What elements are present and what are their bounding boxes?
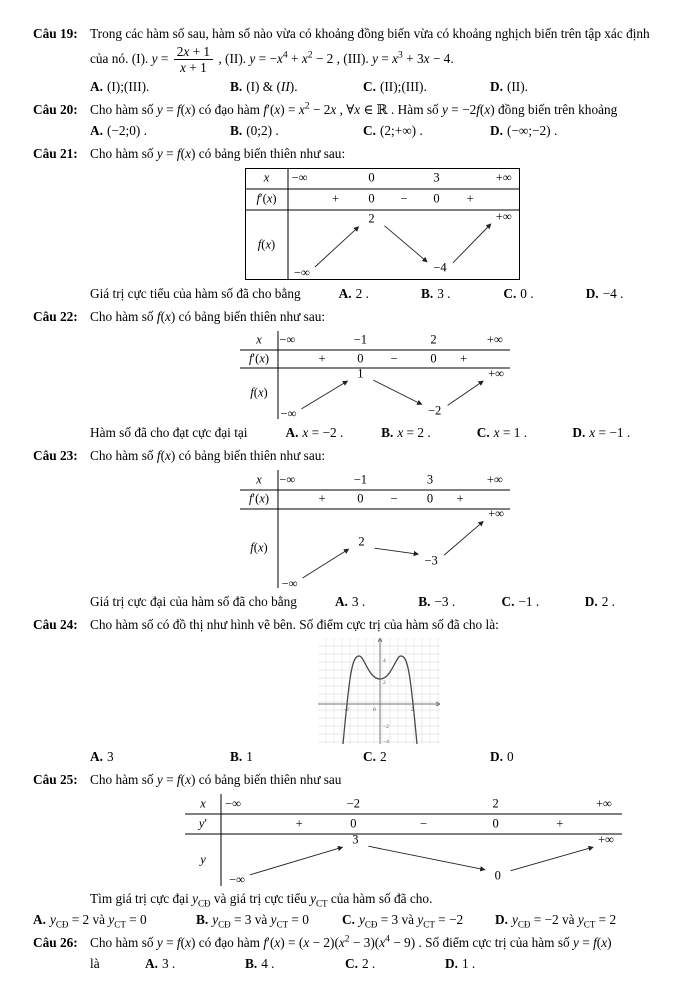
answer-options-row: [90, 283, 668, 305]
table-limit-value: 2: [368, 211, 375, 226]
answer-option-d: [495, 909, 668, 931]
question-text-line: Tìm giá trị cực đại $y_{CĐ}$ và giá trị cực tiểu $y_{CT}$ của hàm số đã cho.: [90, 890, 433, 909]
option-value: 2 .: [355, 285, 369, 301]
question-number-label: Câu 22:: [33, 308, 78, 324]
answer-option-b: [230, 746, 363, 768]
svg-text:−2: −2: [383, 723, 389, 730]
option-value: (II).: [506, 78, 528, 94]
option-letter: C.: [363, 748, 376, 764]
question-text-line: Trong các hàm số sau, hàm số nào vừa có khoảng đồng biến vừa có khoảng nghịch biến trên tập xác định: [90, 26, 650, 41]
table-x-value: +∞: [595, 796, 612, 811]
option-letter: D.: [495, 911, 508, 927]
table-sign: −: [390, 351, 398, 366]
table-sign: 0: [426, 491, 434, 506]
question-21: [33, 144, 668, 305]
question-number-label: Câu 23:: [33, 447, 78, 463]
option-value: 4 .: [261, 955, 275, 971]
table-x-value: +∞: [486, 332, 503, 347]
answer-option-c: [363, 76, 490, 98]
option-value: 2 .: [361, 955, 376, 971]
answer-option-b: [381, 422, 477, 444]
answer-option-c: [501, 591, 584, 613]
option-value: 3: [106, 748, 114, 764]
table-lines-and-arrows: [240, 470, 510, 588]
answer-option-a: [335, 591, 418, 613]
table-x-value: −∞: [225, 796, 241, 811]
question-content: [90, 615, 668, 768]
table-sign: +: [332, 191, 340, 206]
answer-option-a: [145, 953, 245, 975]
option-value: (−∞;−2) .: [506, 122, 558, 138]
question-24: [33, 615, 668, 768]
option-value: 0: [506, 748, 514, 764]
option-value: −4 .: [602, 285, 624, 301]
table-limit-value: −2: [427, 403, 442, 418]
answer-option-d: [586, 283, 668, 305]
answer-option-a: [285, 422, 381, 444]
answer-lead-text: Giá trị cực tiểu của hàm số đã cho bằng: [90, 285, 301, 301]
answer-option-a: [90, 746, 230, 768]
question-25: [33, 770, 668, 931]
table-x-value: 2: [430, 332, 437, 347]
table-x-value: +∞: [486, 472, 503, 487]
answer-option-d: [585, 591, 668, 613]
svg-text:0: 0: [373, 706, 376, 713]
table-x-value: 3: [433, 170, 440, 185]
option-letter: D.: [572, 424, 586, 440]
question-number-label: Câu 21:: [33, 145, 78, 161]
table-limit-value: −∞: [293, 265, 310, 280]
answer-option-b: [418, 591, 501, 613]
table-var-x: x: [256, 472, 262, 487]
option-letter: C.: [363, 122, 376, 138]
table-var-function: f(x): [250, 385, 268, 400]
table-sign: 0: [357, 491, 364, 506]
table-sign: −: [400, 191, 408, 206]
question-22: [33, 307, 668, 444]
table-sign: −: [390, 491, 398, 506]
option-value: (II);(III).: [379, 78, 427, 94]
option-value: $y_{CĐ} = 3$ và $y_{CT} = -2$: [358, 911, 464, 930]
answer-option-c: [477, 422, 573, 444]
option-letter: D.: [584, 593, 598, 609]
answer-option-d: [490, 120, 668, 142]
answer-option-c: [342, 909, 495, 931]
table-limit-value: 0: [494, 868, 501, 883]
table-x-value: −∞: [279, 472, 296, 487]
svg-text:2: 2: [383, 679, 386, 686]
table-limit-value: −∞: [280, 406, 297, 421]
option-letter: D.: [490, 78, 503, 94]
question-number-label: Câu 24:: [33, 616, 78, 632]
table-x-value: −2: [346, 796, 360, 811]
variation-table: [245, 168, 520, 280]
table-var-derivative: y′: [198, 816, 208, 831]
table-sign: 0: [350, 816, 357, 831]
table-sign: +: [460, 351, 468, 366]
table-sign: 0: [433, 191, 440, 206]
option-letter: A.: [338, 285, 352, 301]
answer-lead-text: là: [90, 955, 100, 971]
table-sign: 0: [368, 191, 375, 206]
answer-option-c: [503, 283, 585, 305]
answer-options-row: [90, 120, 668, 142]
table-var-x: x: [200, 796, 206, 811]
option-value: 3 .: [437, 285, 451, 301]
answer-options-row: [90, 422, 668, 444]
option-value: (I);(III).: [106, 78, 150, 94]
answer-option-c: [363, 746, 490, 768]
question-content: [90, 144, 668, 305]
graph-canvas: [318, 638, 440, 744]
question-text-line: Cho hàm số y = f(x) có bảng biến thiên như sau:: [90, 145, 346, 161]
table-limit-value: +∞: [488, 506, 505, 521]
question-text-line: của nó. (I). y = $\frac{2x + 1}{x + 1}$ , (II). $y = -x^4 + x^2 - 2$ , (III). $y = x^3 + 3x - 4$.: [90, 44, 454, 76]
option-letter: B.: [230, 748, 243, 764]
option-value: (I) & (II).: [246, 78, 298, 94]
question-number-label: Câu 20:: [33, 101, 78, 117]
option-letter: A.: [285, 424, 299, 440]
question-content: [90, 933, 668, 975]
answer-option-b: [230, 120, 363, 142]
table-sign: +: [295, 816, 303, 831]
option-value: $y_{CĐ} = -2$ và $y_{CT} = 2$: [511, 911, 617, 930]
table-sign: +: [318, 491, 326, 506]
option-value: x = 1 .: [493, 424, 528, 440]
option-value: (−2;0) .: [106, 122, 147, 138]
option-letter: C.: [503, 285, 517, 301]
answer-options-row: [90, 953, 668, 975]
question-content: [90, 307, 668, 444]
variation-table: [240, 331, 510, 419]
table-x-value: 2: [492, 796, 499, 811]
table-var-function: f(x): [257, 237, 276, 252]
svg-text:−4: −4: [383, 738, 389, 744]
option-value: 1: [246, 748, 253, 764]
option-letter: D.: [585, 285, 599, 301]
option-letter: D.: [490, 122, 503, 138]
question-content: [90, 24, 668, 98]
table-x-value: 0: [368, 170, 375, 185]
table-x-value: +∞: [495, 170, 512, 185]
variation-table: [185, 794, 622, 886]
table-limit-value: 3: [352, 832, 359, 847]
variation-table: [240, 470, 510, 591]
table-limit-value: +∞: [597, 832, 614, 847]
option-letter: A.: [145, 955, 158, 971]
answer-options-row: [90, 746, 668, 768]
answer-lead-text: Giá trị cực đại của hàm số đã cho bằng: [90, 593, 297, 609]
question-26: [33, 933, 668, 975]
table-x-value: −1: [353, 472, 368, 487]
table-var-x: x: [256, 332, 262, 347]
answer-option-b: [196, 909, 342, 931]
option-letter: C.: [342, 911, 355, 927]
answer-lead-text: Hàm số đã cho đạt cực đại tại: [90, 424, 248, 440]
option-value: x = −1 .: [589, 424, 631, 440]
table-var-function: y: [200, 852, 206, 867]
option-letter: B.: [381, 424, 394, 440]
option-value: (2;+∞) .: [379, 122, 423, 138]
svg-text:4: 4: [383, 657, 386, 664]
question-number-label: Câu 26:: [33, 934, 78, 950]
option-letter: D.: [490, 748, 503, 764]
option-value: 3 .: [161, 955, 176, 971]
option-letter: B.: [230, 78, 243, 94]
option-value: x = 2 .: [397, 424, 431, 440]
answer-option-b: [230, 76, 363, 98]
svg-text:−2: −2: [343, 706, 349, 713]
question-text-line: Cho hàm số f(x) có bảng biến thiên như sau:: [90, 447, 326, 463]
table-x-value: 3: [426, 472, 434, 487]
answer-option-b: [245, 953, 345, 975]
question-19: [33, 24, 668, 98]
table-var-derivative: f′(x): [248, 491, 270, 506]
table-sign: 0: [357, 351, 364, 366]
answer-option-a: [33, 909, 196, 931]
table-sign: 0: [492, 816, 499, 831]
answer-options-row: [90, 591, 668, 613]
table-sign: +: [466, 191, 474, 206]
option-letter: C.: [501, 593, 515, 609]
question-text-line: Cho hàm số f(x) có bảng biến thiên như sau:: [90, 308, 326, 324]
option-letter: C.: [476, 424, 490, 440]
answer-option-d: [572, 422, 668, 444]
answer-option-a: [339, 283, 421, 305]
table-sign: +: [556, 816, 564, 831]
table-limit-value: +∞: [488, 366, 505, 381]
question-number-label: Câu 25:: [33, 771, 78, 787]
answer-options-row: [33, 909, 668, 931]
table-limit-value: 2: [358, 534, 365, 549]
table-var-function: f(x): [250, 540, 268, 555]
option-letter: B.: [196, 911, 209, 927]
option-value: 2 .: [601, 593, 615, 609]
option-value: 1 .: [461, 955, 476, 971]
option-value: 0 .: [520, 285, 534, 301]
option-letter: A.: [90, 78, 103, 94]
option-letter: A.: [334, 593, 348, 609]
answer-option-d: [490, 746, 668, 768]
question-number-label: Câu 19:: [33, 26, 78, 41]
function-graph: [318, 638, 668, 744]
question-content: [90, 100, 668, 142]
answer-options-row: [90, 76, 668, 98]
option-letter: A.: [90, 748, 103, 764]
option-letter: B.: [418, 593, 431, 609]
question-text-line: Cho hàm số y = f(x) có bảng biến thiên như sau: [90, 771, 342, 787]
table-limit-value: −3: [424, 553, 438, 568]
question-23: [33, 446, 668, 613]
table-var-derivative: f′(x): [248, 351, 270, 366]
question-text-line: Cho hàm số y = f(x) có đạo hàm $f'(x) = x^2 - 2x$ , ∀x ∈ ℝ . Hàm số y = −2f(x) đồng biến trên khoảng: [90, 100, 618, 117]
table-var-x: x: [263, 170, 270, 185]
answer-option-c: [345, 953, 445, 975]
table-sign: −: [419, 816, 428, 831]
table-var-derivative: f′(x): [256, 191, 277, 206]
table-x-value: −1: [353, 332, 368, 347]
table-lines-and-arrows: [245, 168, 520, 280]
option-value: 2: [379, 748, 387, 764]
table-sign: +: [456, 491, 464, 506]
answer-option-c: [363, 120, 490, 142]
table-x-value: −∞: [279, 332, 296, 347]
option-letter: C.: [345, 955, 358, 971]
option-letter: D.: [445, 955, 458, 971]
option-letter: C.: [363, 78, 376, 94]
question-content: [90, 446, 668, 613]
option-value: (0;2) .: [246, 122, 279, 138]
option-letter: B.: [230, 122, 243, 138]
option-value: $y_{CĐ} = 3$ và $y_{CT} = 0$: [212, 911, 309, 930]
question-20: [33, 100, 668, 142]
option-letter: A.: [33, 911, 46, 927]
answer-option-d: [445, 953, 668, 975]
option-letter: B.: [421, 285, 434, 301]
svg-text:2: 2: [411, 706, 414, 713]
answer-option-a: [90, 120, 230, 142]
option-value: x = −2 .: [302, 424, 344, 440]
table-sign: +: [318, 351, 326, 366]
option-letter: A.: [90, 122, 103, 138]
option-value: −1 .: [518, 593, 540, 609]
option-value: 3 .: [351, 593, 366, 609]
table-sign: 0: [430, 351, 437, 366]
table-limit-value: −4: [433, 260, 447, 275]
answer-option-d: [490, 76, 668, 98]
option-value: $y_{CĐ} = 2$ và $y_{CT} = 0$: [49, 911, 147, 930]
question-text-line: Cho hàm số có đồ thị như hình vẽ bên. Số điểm cực trị của hàm số đã cho là:: [90, 616, 499, 632]
answer-option-a: [90, 76, 230, 98]
option-letter: B.: [245, 955, 258, 971]
table-x-value: −∞: [291, 170, 308, 185]
table-limit-value: −∞: [281, 576, 298, 591]
question-text-line: Cho hàm số y = f(x) có đạo hàm $f'(x) = (x - 2)(x^2 - 3)(x^4 - 9)$ . Số điểm cực trị của hàm số y = f(x): [90, 933, 612, 950]
answer-option-b: [421, 283, 503, 305]
table-limit-value: +∞: [495, 209, 512, 224]
table-limit-value: −∞: [229, 872, 246, 887]
table-lines-and-arrows: [185, 794, 622, 886]
option-value: −3 .: [434, 593, 456, 609]
table-limit-value: 1: [357, 366, 364, 381]
